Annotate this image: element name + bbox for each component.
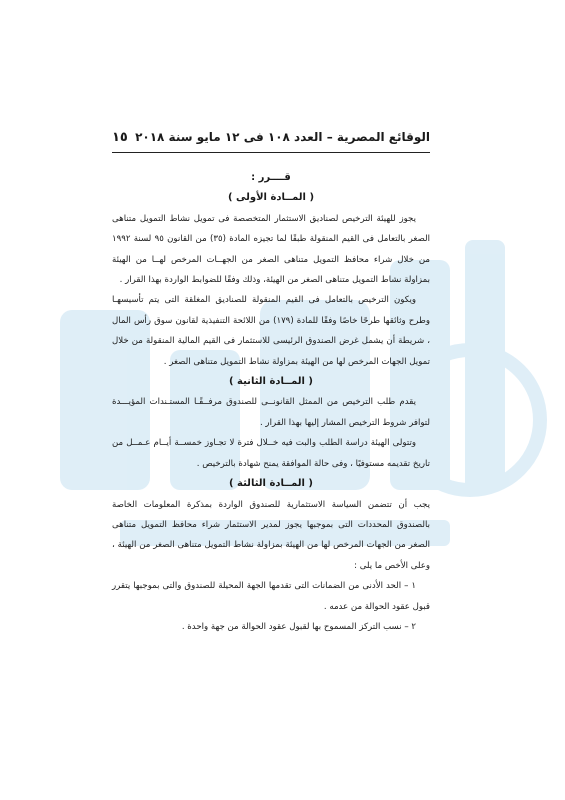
article-2-paragraph: يقدم طلب الترخيص من الممثل القانونــى للصندوق مرفــقًـا المستـندات المؤيـــدة لتوافر شروط الترخيص المشار إليها بهذا القرار . [112, 397, 430, 428]
article-3-list-item: ٢ – نسب التركز المسموح بها لقبول عقود الحوالة من جهة واحدة . [181, 621, 416, 632]
article-1-paragraph: ويكون الترخيص بالتعامل فى القيم المنقولة للصناديق المغلقة التى يتم تأسيسهـا وطرح وثائقها طرحًا خاصًا وفقًا للمادة (١٧٩) من اللائحة التنفيذية لقانون سوق رأس المال ، شريطة أن يشمل غرض الصندوق الرئيسى للاستثمار فى القيم المالية المنقولة من خلال تمويل الجهات المرخص لها من الهيئة بمزاولة نشاط التمويل متناهى الصغر . [112, 295, 431, 367]
article-2-title: ( المــادة الثانية ) [228, 376, 314, 388]
article-3-title: ( المــادة الثالثة ) [228, 478, 314, 490]
gazette-header-title: الوقائع المصرية – العدد ١٠٨ فى ١٢ مايو سنة ٢٠١٨ [135, 130, 430, 144]
article-1-paragraph: يجوز للهيئة الترخيص لصناديق الاستثمار المتخصصة فى تمويل نشاط التمويل متناهى الصغر بالتعامل فى القيم المنقولة طبقًا لما تجيزه المادة (٣٥) من القانون ٩٥ لسنة ١٩٩٢ من خلال شراء محافظ التمويل متناهى الصغر من الجهــات المرخص لهــا من الهيئة بمزاولة نشاط التمويل متناهى الصغر من الهيئة، وذلك وفقًا للضوابط الواردة بهذا القرار . [112, 213, 430, 286]
article-3-list-item: ١ – الحد الأدنى من الضمانات التى تقدمها الجهة المحيلة للصندوق والتى بموجبها يتقرر قبول عقود الحوالة من عدمه . [112, 581, 430, 612]
article-2-paragraph: وتتولى الهيئة دراسة الطلب والبت فيه خــلال فترة لا تجـاوز خمســة أيــام عـمــل من تاريخ تقديمه مستوفيًا ، وفى حالة الموافقة يمنح شهادة بالترخيص . [112, 438, 430, 469]
page-number: ١٥ [112, 130, 128, 145]
page-header [112, 126, 430, 153]
decision-heading: قــــرر : [251, 172, 291, 183]
document-body [112, 168, 430, 637]
article-3-paragraph: يجب أن تتضمن السياسة الاستثمارية للصندوق الواردة بمذكرة المعلومات الخاصة بالصندوق المحددات التى بموجبها يجوز لمدير الاستثمار شراء محافظ التمويل متناهى الصغر من الجهات المرخص لها من الهيئة بمزاولة نشاط التمويل متناهى الصغر من الهيئة ، وعلى الأخص ما يلى : [112, 499, 430, 571]
article-1-title: ( المــادة الأولى ) [227, 192, 315, 204]
